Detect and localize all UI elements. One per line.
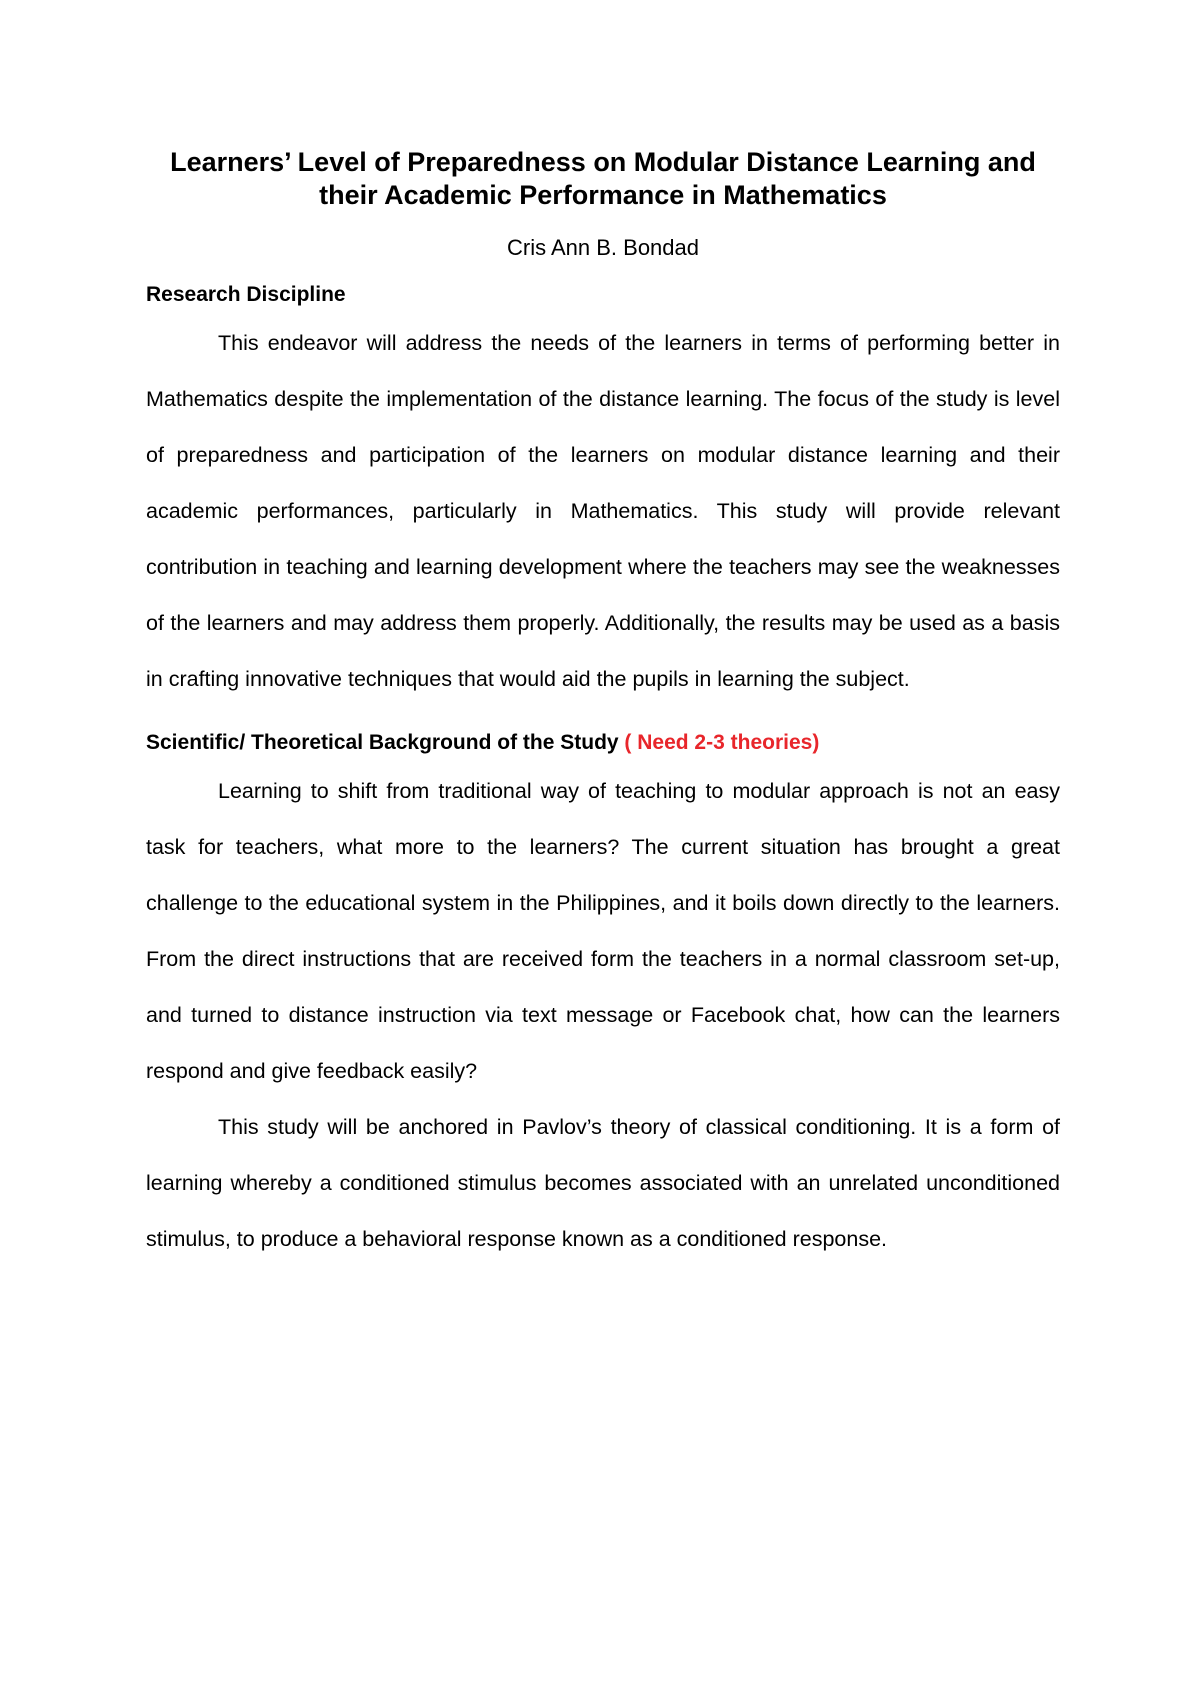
paragraph-research-discipline: This endeavor will address the needs of the learners in terms of performing better in Mathematics despite the implementation of the distance learning. The focus of the study is level of preparedness and participation of the learners on modular distance learning and their academic performances, particularly in Mathematics. This study will provide relevant contribution in teaching and learning development where the teachers may see the weaknesses of the learners and may address them properly. Additionally, the results may be used as a basis in crafting innovative techniques that would aid the pupils in learning the subject. xyxy=(146,331,1060,691)
paragraph-theoretical-background-1: Learning to shift from traditional way of teaching to modular approach is not an easy task for teachers, what more to the learners? The current situation has brought a great challenge to the educational system in the Philippines, and it boils down directly to the learners. From the direct instructions that are received form the teachers in a normal classroom set-up, and turned to distance instruction via text message or Facebook chat, how can the learners respond and give feedback easily? xyxy=(146,779,1060,1083)
title-line-1: Learners’ Level of Preparedness on Modular Distance Learning and xyxy=(170,147,1036,177)
document-content xyxy=(146,146,1060,1267)
document-title xyxy=(146,146,1060,212)
section-heading-research-discipline: Research Discipline xyxy=(146,283,346,306)
title-line-2: their Academic Performance in Mathematics xyxy=(319,180,887,210)
section-heading-text: Scientific/ Theoretical Background of the Study xyxy=(146,731,619,754)
paragraph-theoretical-background-2: This study will be anchored in Pavlov’s theory of classical conditioning. It is a form of learning whereby a conditioned stimulus becomes associated with an unrelated unconditioned stimulus, to produce a behavioral response known as a conditioned response. xyxy=(146,1115,1060,1251)
reviewer-note: ( Need 2-3 theories) xyxy=(624,731,820,754)
section-heading-theoretical-background xyxy=(146,730,1060,756)
author-name: Cris Ann B. Bondad xyxy=(506,235,699,260)
